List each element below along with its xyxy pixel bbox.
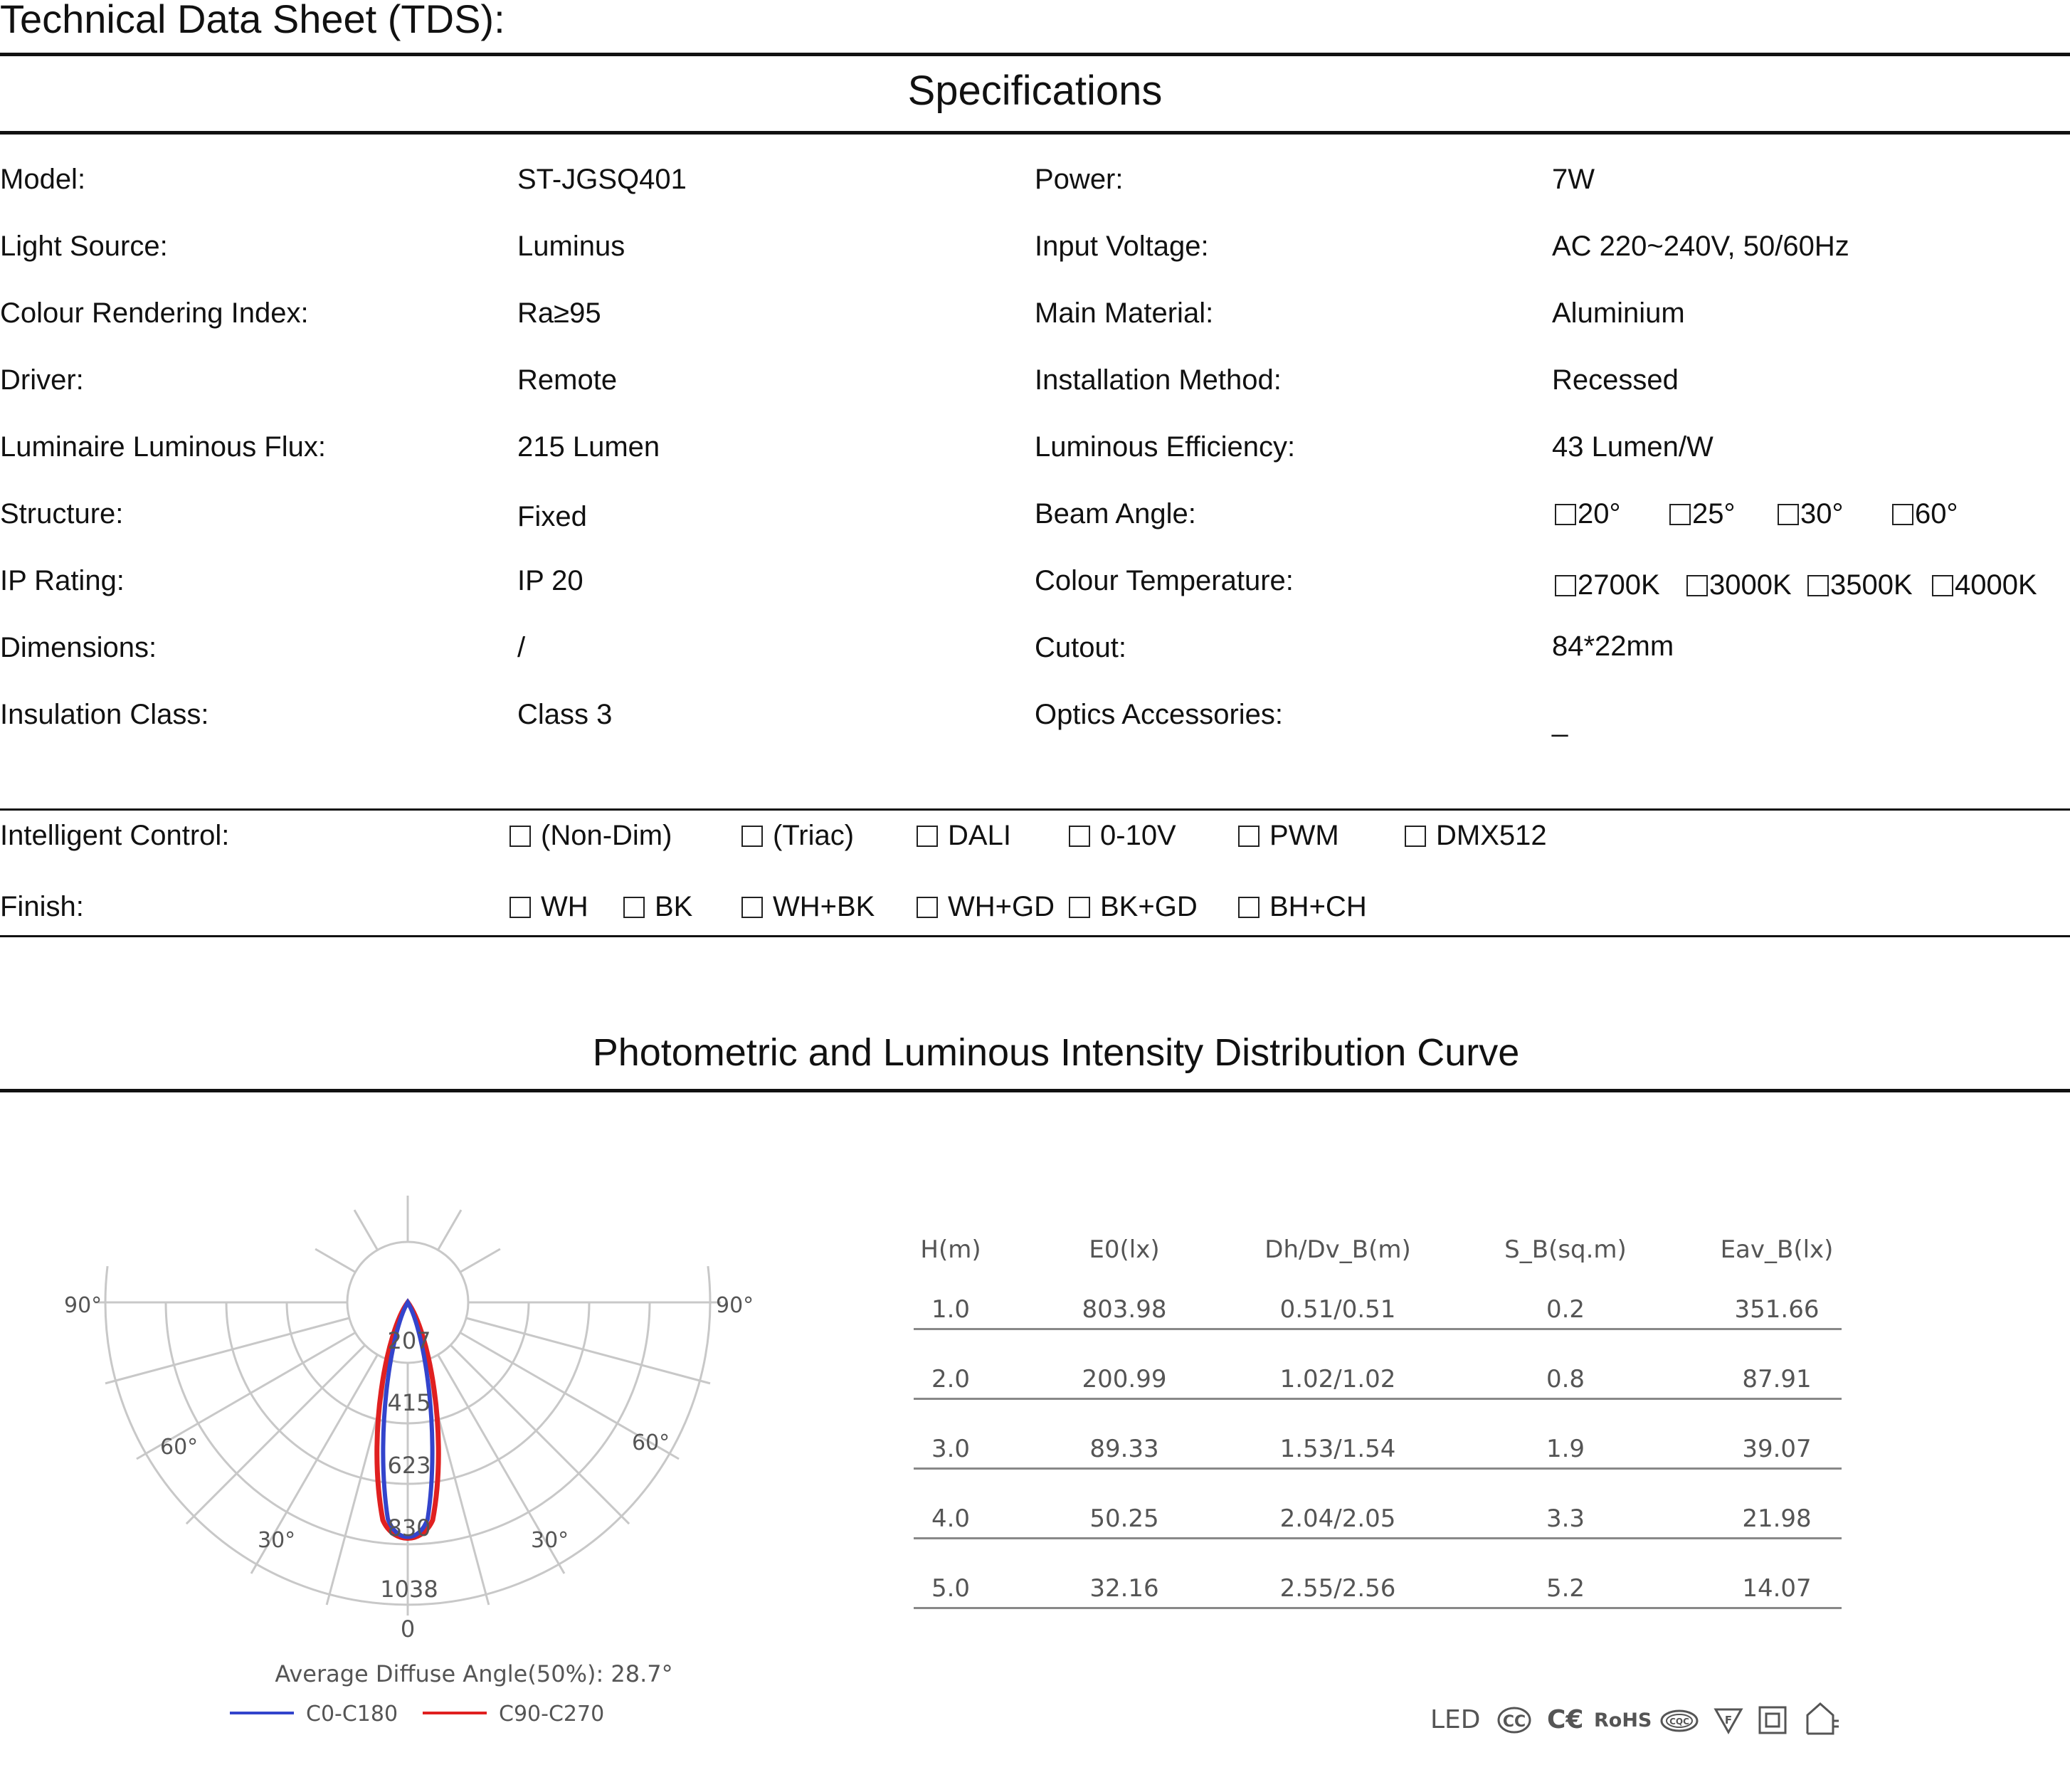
polar-spoke (460, 1249, 500, 1272)
checkbox[interactable] (1669, 504, 1691, 525)
led-logo: LED (1430, 1705, 1481, 1734)
table-row-divider (914, 1398, 1842, 1400)
angle-label-right-30: 30° (531, 1528, 569, 1553)
table-cell: 89.33 (1089, 1435, 1159, 1463)
title-rule (0, 53, 2070, 56)
table-cell: 5.2 (1546, 1574, 1585, 1603)
colour-temp-label: 3000K (1709, 569, 1792, 601)
spec-value: Aluminium (1552, 297, 1685, 329)
beam-angle-option[interactable] (1669, 498, 1736, 530)
document-title: Technical Data Sheet (TDS): (0, 0, 505, 41)
checkbox[interactable] (1238, 897, 1260, 918)
ccc-mark-icon (1496, 1705, 1532, 1735)
table-row-divider (914, 1328, 1842, 1330)
spec-value: AC 220~240V, 50/60Hz (1552, 231, 1849, 262)
control-option-label: 0-10V (1100, 820, 1176, 851)
checkbox[interactable] (1555, 504, 1576, 525)
table-cell: 803.98 (1082, 1295, 1167, 1324)
diffuse-angle-text: Average Diffuse Angle(50%): 28.7° (275, 1660, 673, 1687)
indoor-use-icon (1803, 1701, 1840, 1736)
photometric-heading: Photometric and Luminous Intensity Distribution Curve (592, 1031, 1520, 1074)
colour-temp-option[interactable] (1686, 569, 1792, 601)
control-option[interactable] (1405, 820, 1547, 852)
table-header-cell: S_B(sq.m) (1504, 1235, 1627, 1264)
angle-label-left-60: 60° (160, 1435, 199, 1460)
ce-mark-icon: C€ (1547, 1705, 1584, 1734)
spec-label: Optics Accessories: (1035, 699, 1284, 730)
beam-angle-label: 20° (1578, 498, 1621, 529)
checkbox[interactable] (1555, 575, 1576, 596)
angle-label-left-90: 90° (64, 1293, 102, 1318)
spec-label: Colour Rendering Index: (0, 297, 309, 329)
finish-option[interactable] (1069, 891, 1198, 923)
spec-label: Power: (1035, 164, 1124, 195)
spec-label: Driver: (0, 364, 84, 396)
spec-label: Insulation Class: (0, 699, 209, 730)
table-row-divider (914, 1467, 1842, 1470)
table-cell: 1.9 (1546, 1435, 1585, 1463)
checkbox[interactable] (741, 826, 763, 847)
colour-temp-option[interactable] (1555, 569, 1660, 601)
spec-value: 43 Lumen/W (1552, 431, 1713, 463)
intelligent-control-label: Intelligent Control: (0, 820, 230, 851)
table-cell: 1.02/1.02 (1279, 1365, 1396, 1393)
finish-option-label: BK+GD (1100, 891, 1198, 922)
finish-label: Finish: (0, 891, 84, 922)
ring-label: 623 (387, 1452, 431, 1479)
spec-value: Class 3 (517, 699, 613, 730)
table-cell: 87.91 (1742, 1365, 1812, 1393)
table-cell: 32.16 (1089, 1574, 1159, 1603)
polar-ring-top (347, 1242, 468, 1302)
options-top-rule (0, 808, 2070, 811)
polar-spoke (438, 1210, 462, 1250)
spec-label: Structure: (0, 498, 124, 529)
finish-option-label: WH+GD (948, 891, 1055, 922)
spec-value: 7W (1552, 164, 1595, 195)
spec-label: Luminaire Luminous Flux: (0, 431, 326, 463)
angle-label-right-90: 90° (716, 1293, 754, 1318)
control-option-label: DMX512 (1436, 820, 1547, 851)
table-cell: 0.51/0.51 (1279, 1295, 1396, 1324)
svg-text:CC: CC (1502, 1713, 1526, 1731)
finish-option[interactable] (1238, 891, 1367, 923)
beam-angle-label: 25° (1692, 498, 1736, 529)
finish-option[interactable] (509, 891, 588, 923)
table-cell: 21.98 (1742, 1504, 1812, 1533)
polar-zero-label: 0 (400, 1616, 416, 1643)
beam-angle-option[interactable] (1555, 498, 1621, 530)
polar-spoke (186, 1345, 365, 1524)
polar-spoke (315, 1249, 355, 1272)
table-header-cell: Dh/Dv_B(m) (1264, 1235, 1411, 1264)
ring-label: 207 (387, 1327, 431, 1354)
colour-temp-label: 4000K (1955, 569, 2037, 601)
spec-label: Luminous Efficiency: (1035, 431, 1296, 463)
table-header-cell: H(m) (920, 1235, 981, 1264)
table-cell: 14.07 (1742, 1574, 1812, 1603)
double-insulation-icon (1758, 1705, 1788, 1735)
table-header-cell: E0(lx) (1089, 1235, 1160, 1264)
checkbox[interactable] (1238, 826, 1260, 847)
polar-distribution-chart (57, 1196, 769, 1751)
checkbox[interactable] (1069, 826, 1090, 847)
table-cell: 0.2 (1546, 1295, 1585, 1324)
control-option-label: DALI (948, 820, 1011, 851)
checkbox[interactable] (509, 897, 531, 918)
table-cell: 1.0 (931, 1295, 971, 1324)
table-cell: 2.0 (931, 1365, 971, 1393)
table-cell: 351.66 (1734, 1295, 1820, 1324)
control-option-label: (Triac) (773, 820, 855, 851)
checkbox[interactable] (917, 826, 938, 847)
finish-option[interactable] (917, 891, 1055, 923)
legend-c90-label: C90-C270 (499, 1702, 605, 1727)
f-mark-icon (1713, 1707, 1743, 1735)
control-option-label: (Non-Dim) (541, 820, 672, 851)
spec-label: Beam Angle: (1035, 498, 1196, 529)
checkbox[interactable] (623, 897, 645, 918)
spec-label: IP Rating: (0, 565, 125, 596)
checkbox[interactable] (1405, 826, 1426, 847)
beam-angle-label: 30° (1800, 498, 1844, 529)
colour-temp-option[interactable] (1807, 569, 1913, 601)
spec-value: IP 20 (517, 565, 583, 596)
checkbox[interactable] (1778, 504, 1799, 525)
control-option-label: PWM (1269, 820, 1339, 851)
table-cell: 0.8 (1546, 1365, 1585, 1393)
ring-label: 415 (387, 1389, 431, 1416)
checkbox[interactable] (1932, 575, 1953, 596)
checkbox[interactable] (509, 826, 531, 847)
spec-value: _ (1552, 706, 1568, 737)
specifications-heading: Specifications (907, 68, 1163, 114)
finish-option-label: WH+BK (773, 891, 875, 922)
spec-label: Main Material: (1035, 297, 1214, 329)
table-cell: 3.3 (1546, 1504, 1585, 1533)
checkbox[interactable] (917, 897, 938, 918)
finish-option-label: WH (541, 891, 588, 922)
polar-ring-stub (105, 1266, 107, 1302)
table-cell: 39.07 (1742, 1435, 1812, 1463)
table-cell: 3.0 (931, 1435, 971, 1463)
specifications-rule (0, 131, 2070, 135)
spec-value: / (517, 632, 526, 663)
ring-label: 1038 (380, 1576, 438, 1603)
spec-label: Colour Temperature: (1035, 565, 1294, 596)
table-cell: 4.0 (931, 1504, 971, 1533)
spec-value: Ra≥95 (517, 297, 601, 329)
table-row-divider (914, 1537, 1842, 1539)
spec-value: ST-JGSQ401 (517, 164, 687, 195)
table-cell: 50.25 (1089, 1504, 1159, 1533)
spec-value: Recessed (1552, 364, 1679, 396)
polar-ring-stub (708, 1266, 710, 1302)
svg-text:CQC: CQC (1669, 1717, 1689, 1727)
legend-c0-label: C0-C180 (306, 1702, 398, 1727)
spec-label: Input Voltage: (1035, 231, 1209, 262)
photometric-rule (0, 1089, 2070, 1092)
finish-option-label: BK (655, 891, 693, 922)
checkbox[interactable] (1892, 504, 1913, 525)
checkbox[interactable] (1686, 575, 1708, 596)
control-option[interactable] (741, 820, 854, 852)
cqc-mark-icon (1659, 1708, 1699, 1734)
checkbox[interactable] (1807, 575, 1829, 596)
spec-value: 84*22mm (1552, 631, 1674, 662)
ring-label: 830 (387, 1514, 431, 1541)
spec-value: Fixed (517, 501, 587, 532)
options-bottom-rule (0, 935, 2070, 937)
beam-angle-option[interactable] (1778, 498, 1844, 530)
spec-label: Cutout: (1035, 632, 1126, 663)
control-option[interactable] (1069, 820, 1176, 852)
table-cell: 200.99 (1082, 1365, 1167, 1393)
polar-spoke (354, 1210, 378, 1250)
spec-label: Light Source: (0, 231, 168, 262)
finish-option-label: BH+CH (1269, 891, 1367, 922)
beam-angle-label: 60° (1915, 498, 1958, 529)
spec-label: Dimensions: (0, 632, 157, 663)
angle-label-left-30: 30° (258, 1528, 296, 1553)
svg-text:F: F (1724, 1714, 1733, 1727)
table-row-divider (914, 1607, 1842, 1609)
finish-option[interactable] (623, 891, 692, 923)
colour-temp-option[interactable] (1932, 569, 2037, 601)
rohs-logo: RoHS (1594, 1709, 1652, 1732)
control-option[interactable] (509, 820, 672, 852)
spec-value: Remote (517, 364, 618, 396)
beam-angle-option[interactable] (1892, 498, 1958, 530)
checkbox[interactable] (741, 897, 763, 918)
table-cell: 5.0 (931, 1574, 971, 1603)
control-option[interactable] (917, 820, 1011, 852)
angle-label-right-60: 60° (632, 1430, 670, 1455)
checkbox[interactable] (1069, 897, 1090, 918)
table-header-cell: Eav_B(lx) (1720, 1235, 1834, 1264)
polar-spoke (450, 1345, 629, 1524)
finish-option[interactable] (741, 891, 875, 923)
colour-temp-label: 2700K (1578, 569, 1660, 601)
colour-temp-label: 3500K (1830, 569, 1913, 601)
spec-label: Installation Method: (1035, 364, 1282, 396)
table-cell: 2.55/2.56 (1279, 1574, 1396, 1603)
table-cell: 1.53/1.54 (1279, 1435, 1396, 1463)
spec-value: 215 Lumen (517, 431, 660, 463)
spec-label: Model: (0, 164, 86, 195)
table-cell: 2.04/2.05 (1279, 1504, 1396, 1533)
control-option[interactable] (1238, 820, 1339, 852)
spec-value: Luminus (517, 231, 625, 262)
